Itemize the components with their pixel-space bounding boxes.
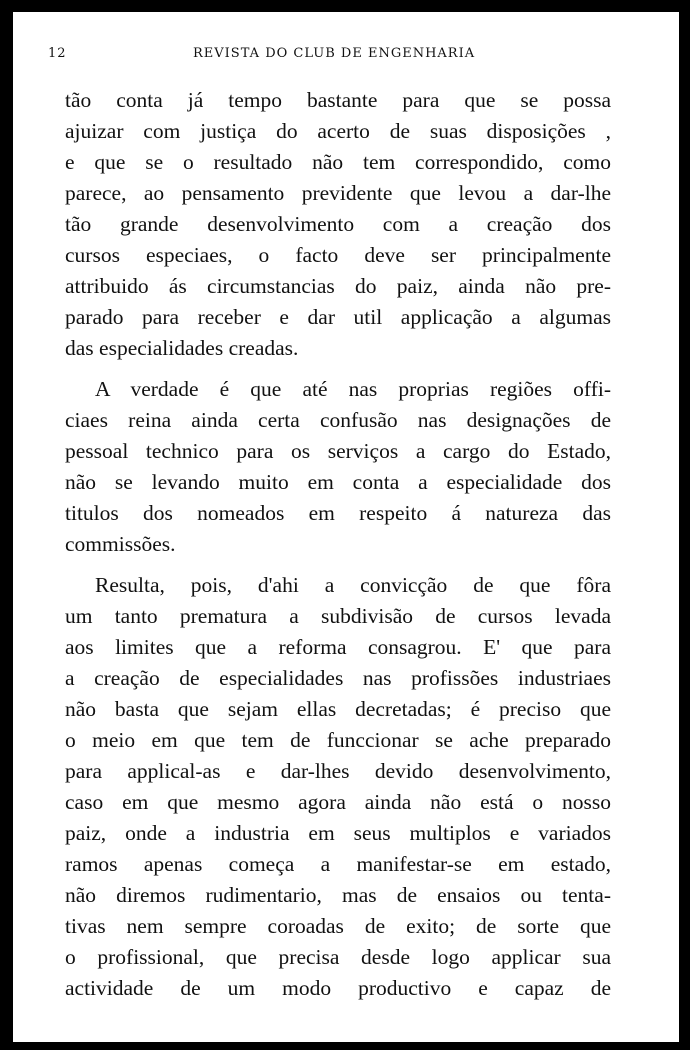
running-title: REVISTA DO CLUB DE ENGENHARIA — [193, 46, 476, 61]
text-line: a creação de especialidades nas profissões industriaes — [65, 666, 611, 690]
text-line: não basta que sejam ellas decretadas; é preciso que — [65, 697, 611, 721]
text-line: não diremos rudimentario, mas de ensaios ou tenta- — [65, 883, 611, 907]
text-line: ramos apenas começa a manifestar-se em estado, — [65, 852, 611, 876]
text-line: das especialidades creadas. — [65, 336, 299, 360]
text-line: não se levando muito em conta a especialidade dos — [65, 470, 611, 494]
text-line: tivas nem sempre coroadas de exito; de sorte que — [65, 914, 611, 938]
text-line: Resulta, pois, d'ahi a convicção de que fôra — [95, 573, 611, 597]
text-line: attribuido ás circumstancias do paiz, ainda não pre- — [65, 274, 611, 298]
paragraph-2 — [65, 374, 611, 560]
page-header — [13, 46, 679, 66]
text-line: aos limites que a reforma consagrou. E' que para — [65, 635, 611, 659]
text-line: parado para receber e dar util applicação a algumas — [65, 305, 611, 329]
text-line: cursos especiaes, o facto deve ser principalmente — [65, 243, 611, 267]
text-line: ajuizar com justiça do acerto de suas disposições , — [65, 119, 611, 143]
text-line: tão grande desenvolvimento com a creação dos — [65, 212, 611, 236]
text-line: o meio em que tem de funccionar se ache preparado — [65, 728, 611, 752]
text-line: pessoal technico para os serviços a cargo do Estado, — [65, 439, 611, 463]
text-line: caso em que mesmo agora ainda não está o nosso — [65, 790, 611, 814]
text-line: e que se o resultado não tem correspondido, como — [65, 150, 611, 174]
paragraph-gap — [65, 364, 611, 374]
body-text — [65, 85, 611, 1004]
text-line: paiz, onde a industria em seus multiplos e variados — [65, 821, 611, 845]
book-page — [13, 12, 679, 1042]
paragraph-gap — [65, 560, 611, 570]
page-number: 12 — [48, 46, 67, 61]
text-line: tão conta já tempo bastante para que se possa — [65, 88, 611, 112]
paragraph-1 — [65, 85, 611, 364]
text-line: commissões. — [65, 532, 176, 556]
text-line: A verdade é que até nas proprias regiões offi- — [95, 377, 611, 401]
text-line: ciaes reina ainda certa confusão nas designações de — [65, 408, 611, 432]
text-line: o profissional, que precisa desde logo applicar sua — [65, 945, 611, 969]
text-line: um tanto prematura a subdivisão de cursos levada — [65, 604, 611, 628]
text-line: actividade de um modo productivo e capaz de — [65, 976, 611, 1000]
text-line: para applical-as e dar-lhes devido desenvolvimento, — [65, 759, 611, 783]
paragraph-3 — [65, 570, 611, 1004]
text-line: parece, ao pensamento previdente que levou a dar-lhe — [65, 181, 611, 205]
text-line: titulos dos nomeados em respeito á natureza das — [65, 501, 611, 525]
